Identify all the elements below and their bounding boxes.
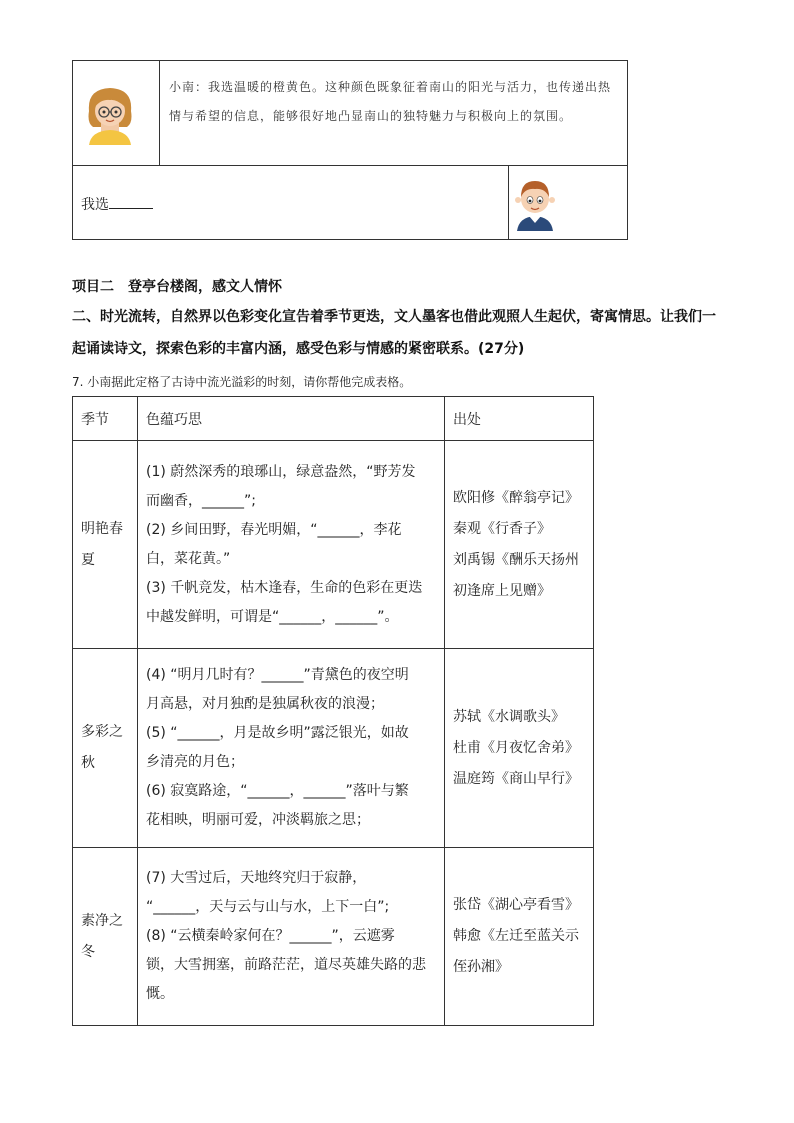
season-cell <box>73 848 138 1026</box>
clue-cell <box>138 848 445 1026</box>
clue-line: (1) 蔚然深秀的琅琊山，绿意盎然，“野芳发 <box>146 463 416 480</box>
season-text: 多彩之 <box>81 724 123 740</box>
clue-line: (5) “______，月是故乡明”露泛银光，如故 <box>146 725 409 741</box>
header-season: 季节 <box>73 397 138 441</box>
source-text: 秦观《行香子》 <box>453 520 551 537</box>
table-header-row <box>73 397 594 441</box>
clue-line: 锁，大雪拥塞，前路茫茫，道尽英雄失路的悲 <box>146 957 426 973</box>
clue-line: 白，菜花黄。” <box>146 550 231 567</box>
clue-line: (3) 千帆竞发，枯木逢春，生命的色彩在更迭 <box>146 579 423 596</box>
section-intro: 二、时光流转，自然界以色彩变化宣告着季节更迭，文人墨客也借此观照人生起伏，寄寓情思。让我们一起诵读诗文，探索色彩的丰富内涵，感受色彩与情感的紧密联系。(27分) <box>72 309 716 357</box>
clue-line: “______，天与云与山与水，上下一白”; <box>146 899 390 915</box>
clue-line: 月高悬，对月独酌是独属秋夜的浪漫； <box>146 696 384 712</box>
clue-line: 花相映，明丽可爱，冲淡羁旅之思； <box>146 812 370 828</box>
clue-cell <box>138 649 445 848</box>
clue-line: 乡清亮的月色； <box>146 754 244 770</box>
divider <box>73 165 627 166</box>
season-text: 素净之 <box>81 912 123 929</box>
clue-line: (7) 大雪过后，天地终究归于寂静， <box>146 870 367 886</box>
source-text: 韩愈《左迁至蓝关示 <box>453 928 579 944</box>
girl-avatar-icon <box>83 83 137 145</box>
clue-line: 中越发鲜明，可谓是“______，______”。 <box>146 608 399 625</box>
choose-label: 我选 <box>81 197 109 213</box>
table-row <box>73 848 594 1026</box>
source-text: 张岱《湖心亭看雪》 <box>453 897 579 913</box>
source-text: 侄孙湘》 <box>453 959 509 975</box>
source-text: 刘禹锡《酬乐天扬州 <box>453 551 579 568</box>
source-text: 苏轼《水调歌头》 <box>453 708 565 725</box>
xiaonan-quote: 小南：我选温暖的橙黄色。这种颜色既象征着南山的阳光与活力，也传递出热情与希望的信息，能够很好地凸显南山的独特魅力与积极向上的氛围。 <box>169 80 612 123</box>
source-cell <box>445 649 594 848</box>
question-7: 7. 小南据此定格了古诗中流光溢彩的时刻，请你帮他完成表格。 <box>72 375 412 389</box>
clue-line: (6) 寂寞路途，“______，______”落叶与繁 <box>146 783 409 799</box>
clue-line: 而幽香，______”; <box>146 492 256 509</box>
clue-line: 慨。 <box>146 986 174 1002</box>
table-row <box>73 649 594 848</box>
choose-prompt <box>81 194 153 214</box>
header-source: 出处 <box>445 397 594 441</box>
season-text: 明艳春 <box>81 520 123 537</box>
season-text: 夏 <box>81 551 95 568</box>
poetry-table <box>72 396 594 1026</box>
clue-line: (4) “明月几时有？______”青黛色的夜空明 <box>146 667 409 683</box>
choose-blank[interactable] <box>109 196 153 209</box>
table-row <box>73 441 594 649</box>
divider <box>508 165 509 239</box>
source-text: 欧阳修《醉翁亭记》 <box>453 489 579 506</box>
season-cell <box>73 649 138 848</box>
source-text: 杜甫《月夜忆舍弟》 <box>453 739 579 756</box>
season-cell <box>73 441 138 649</box>
source-text: 初逢席上见赠》 <box>453 582 551 599</box>
project-heading: 项目二 登亭台楼阁，感文人情怀 <box>72 279 282 295</box>
header-clue: 色蕴巧思 <box>138 397 445 441</box>
divider <box>159 61 160 165</box>
source-cell <box>445 848 594 1026</box>
clue-line: (8) “云横秦岭家何在？______”，云遮雾 <box>146 928 395 944</box>
source-cell <box>445 441 594 649</box>
clue-line: (2) 乡间田野，春光明媚，“______，李花 <box>146 521 402 538</box>
season-text: 秋 <box>81 755 95 771</box>
source-text: 温庭筠《商山早行》 <box>453 770 579 787</box>
clue-cell <box>138 441 445 649</box>
boy-avatar-icon <box>515 177 555 231</box>
season-text: 冬 <box>81 943 95 960</box>
dialogue-table <box>72 60 628 240</box>
